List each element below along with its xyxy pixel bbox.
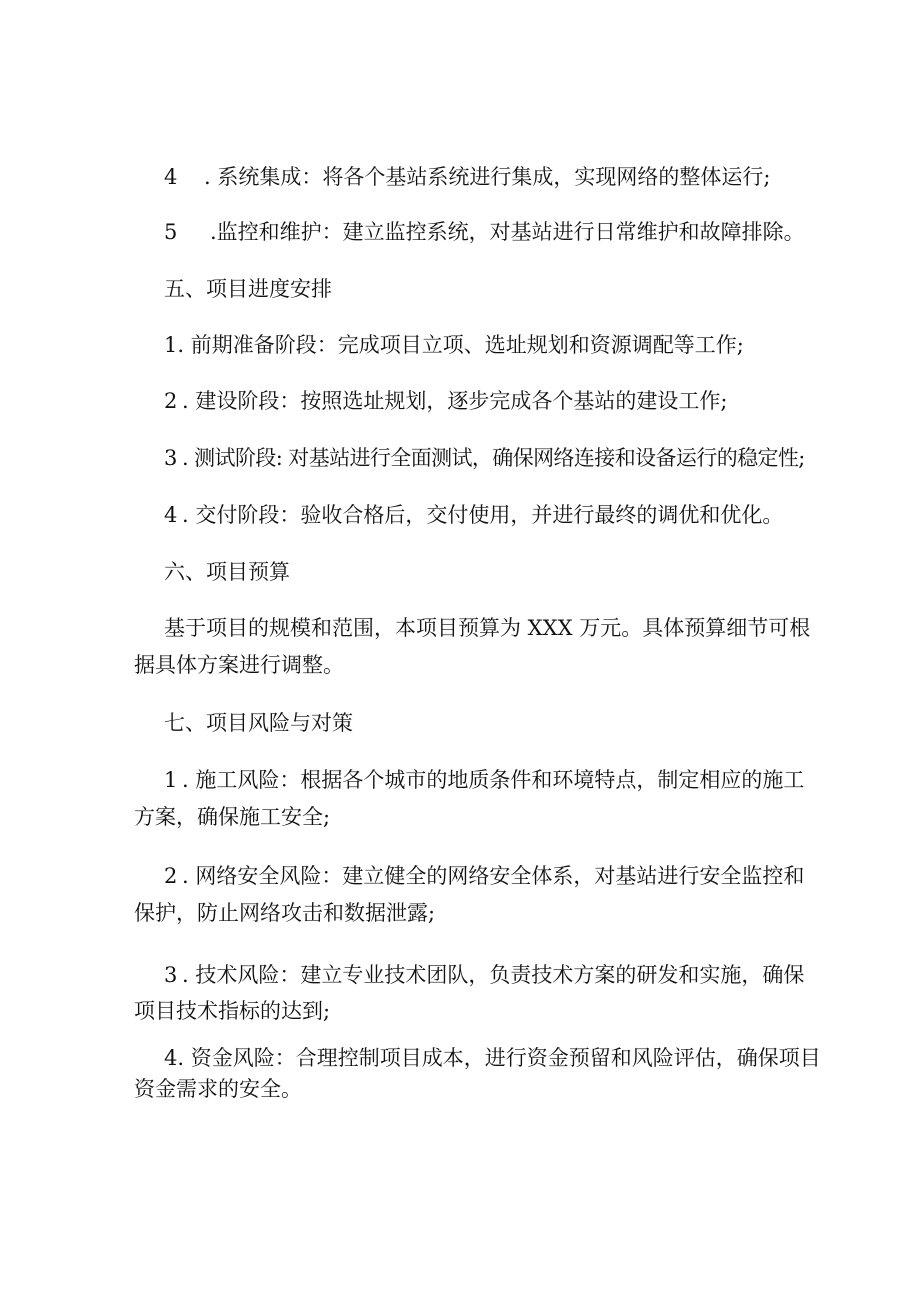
list-item xyxy=(164,766,804,794)
list-item xyxy=(164,331,744,359)
item-text: . 施工风险：根据各个城市的地质条件和环境特点，制定相应的施工 xyxy=(182,768,805,792)
list-item xyxy=(164,444,805,472)
item-text: 1. 前期准备阶段：完成项目立项、选址规划和资源调配等工作; xyxy=(164,333,744,357)
item-text: . 测试阶段: 对基站进行全面测试，确保网络连接和设备运行的稳定性; xyxy=(182,446,805,470)
item-number: 5 xyxy=(164,220,178,244)
item-number: 3 xyxy=(164,963,178,987)
list-item xyxy=(164,1044,821,1072)
list-item-continuation: 方案，确保施工安全; xyxy=(134,805,331,829)
item-number: 3 xyxy=(164,446,178,470)
item-text: . 技术风险：建立专业技术团队，负责技术方案的研发和实施，确保 xyxy=(182,963,805,987)
item-text: . 建设阶段：按照选址规划，逐步完成各个基站的建设工作; xyxy=(182,389,728,413)
list-item xyxy=(164,501,783,529)
list-item xyxy=(164,387,727,415)
list-item xyxy=(164,862,804,890)
section-heading: 七、项目风险与对策 xyxy=(164,711,353,735)
list-item-continuation: 资金需求的安全。 xyxy=(134,1077,302,1101)
paragraph-continuation: 据具体方案进行调整。 xyxy=(134,653,344,677)
list-item-continuation: 项目技术指标的达到; xyxy=(134,999,331,1023)
list-item-continuation: 保护，防止网络攻击和数据泄露; xyxy=(134,901,436,925)
item-number: 4 xyxy=(164,165,178,189)
item-text: .监控和维护：建立监控系统，对基站进行日常维护和故障排除。 xyxy=(210,220,805,244)
paragraph-text: 基于项目的规模和范围，本项目预算为 XXX 万元。具体预算细节可根 xyxy=(164,616,811,640)
section-heading: 六、项目预算 xyxy=(164,560,290,584)
item-number: 1 xyxy=(164,768,178,792)
paragraph xyxy=(164,614,810,642)
item-text: . 交付阶段：验收合格后，交付使用，并进行最终的调优和优化。 xyxy=(182,503,784,527)
list-item xyxy=(164,163,770,191)
list-item xyxy=(164,218,805,246)
item-number: 2 xyxy=(164,389,178,413)
list-item xyxy=(164,961,804,989)
item-number: 4 xyxy=(164,503,178,527)
section-heading: 五、项目进度安排 xyxy=(164,277,332,301)
item-number: 2 xyxy=(164,864,178,888)
item-text: . 系统集成：将各个基站系统进行集成，实现网络的整体运行; xyxy=(204,165,771,189)
item-text: . 网络安全风险：建立健全的网络安全体系，对基站进行安全监控和 xyxy=(182,864,805,888)
item-text: 4. 资金风险：合理控制项目成本，进行资金预留和风险评估，确保项目 xyxy=(164,1046,821,1070)
